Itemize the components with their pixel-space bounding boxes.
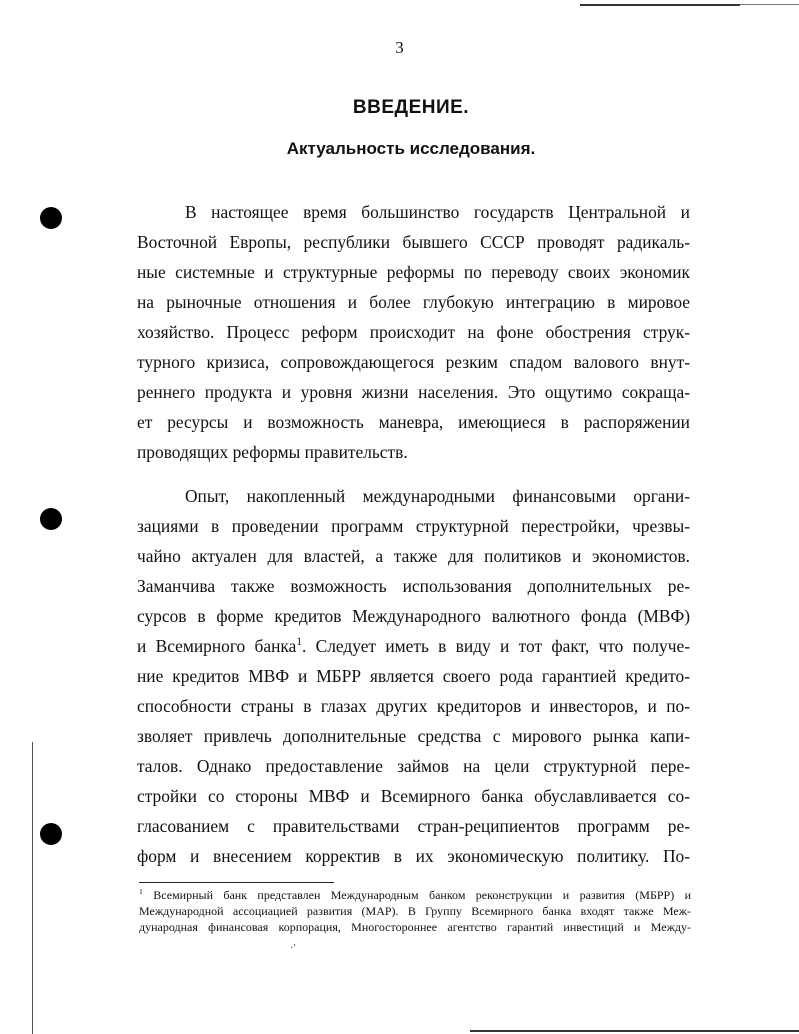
text-line: талов. Однако предоставление займов на цели структурной пере- xyxy=(137,756,690,776)
text-line: ет ресурсы и возможность маневра, имеющиеся в распоряжении xyxy=(137,412,690,432)
text-line: проводящих реформы правительств. xyxy=(137,442,408,462)
text-line: В настоящее время большинство государств Центральной и xyxy=(185,202,690,222)
scan-edge-line-bottom xyxy=(470,1030,799,1032)
text-line: чайно актуален для властей, а также для политиков и экономистов. xyxy=(137,546,690,566)
text-line: сурсов в форме кредитов Международного валютного фонда (МВФ) xyxy=(137,606,690,626)
text-line: зациями в проведении программ структурной перестройки, чрезвы- xyxy=(137,516,690,536)
text-line: ные системные и структурные реформы по переводу своих экономик xyxy=(137,262,690,282)
page-title: ВВЕДЕНИЕ. xyxy=(352,97,470,118)
paragraph-1 xyxy=(137,197,690,467)
text-fragment: . Следует иметь в виду и тот факт, что получе- xyxy=(301,636,691,656)
text-line: Заманчива также возможность использования дополнительных ре- xyxy=(137,576,690,596)
footnote-marker: 1 xyxy=(139,887,143,896)
text-line: зволяет привлечь дополнительные средства с мирового рынка капи- xyxy=(137,726,690,746)
text-line: на рыночные отношения и более глубокую интеграцию в мировое xyxy=(137,292,690,312)
text-fragment: Всемирный банк представлен Международным банком реконструкции и развития (МБРР) и xyxy=(142,888,691,902)
text-line: Восточной Европы, республики бывшего СССР проводят радикаль- xyxy=(137,232,690,252)
text-line: гласованием с правительствами стран-реципиентов программ ре- xyxy=(137,816,690,836)
scan-edge-line-left xyxy=(32,742,33,1034)
section-subtitle: Актуальность исследования. xyxy=(286,139,536,158)
footnote-divider xyxy=(139,882,334,883)
scan-edge-line-top xyxy=(580,4,740,6)
punch-hole-icon xyxy=(40,823,62,845)
text-line-with-footnote xyxy=(137,631,690,661)
punch-hole-icon xyxy=(40,508,62,530)
text-line: форм и внесением корректив в их экономическую политику. По- xyxy=(137,846,690,866)
text-line: способности страны в глазах других кредиторов и инвесторов, и по- xyxy=(137,696,690,716)
paragraph-2 xyxy=(137,481,690,871)
text-fragment: и Всемирного банка xyxy=(137,636,297,656)
footnote-line xyxy=(139,887,691,903)
text-line: стройки со стороны МВФ и Всемирного банка обуславливается со- xyxy=(137,786,690,806)
scan-edge-line-top-right xyxy=(740,4,799,5)
footnote xyxy=(139,887,691,935)
footnote-line: дународная финансовая корпорация, Многостороннее агентство гарантий инвестиций и Между- xyxy=(139,920,691,934)
text-line: хозяйство. Процесс реформ происходит на фоне обострения струк- xyxy=(137,322,690,342)
text-line: турного кризиса, сопровождающегося резким спадом валового внут- xyxy=(137,352,690,372)
footnote-line: Международной ассоциацией развития (МАР). В Группу Всемирного банка входят также Меж- xyxy=(139,904,691,918)
text-line: ние кредитов МВФ и МБРР является своего рода гарантией кредито- xyxy=(137,666,690,686)
punch-hole-icon xyxy=(40,207,62,229)
page-number: 3 xyxy=(395,38,404,57)
text-line: Опыт, накопленный международными финансовыми органи- xyxy=(185,486,690,506)
footnote-reference[interactable]: 1 xyxy=(296,636,302,649)
text-line: реннего продукта и уровня жизни населения. Это ощутимо сокраща- xyxy=(137,382,690,402)
stray-scan-mark: ·' xyxy=(290,942,296,954)
